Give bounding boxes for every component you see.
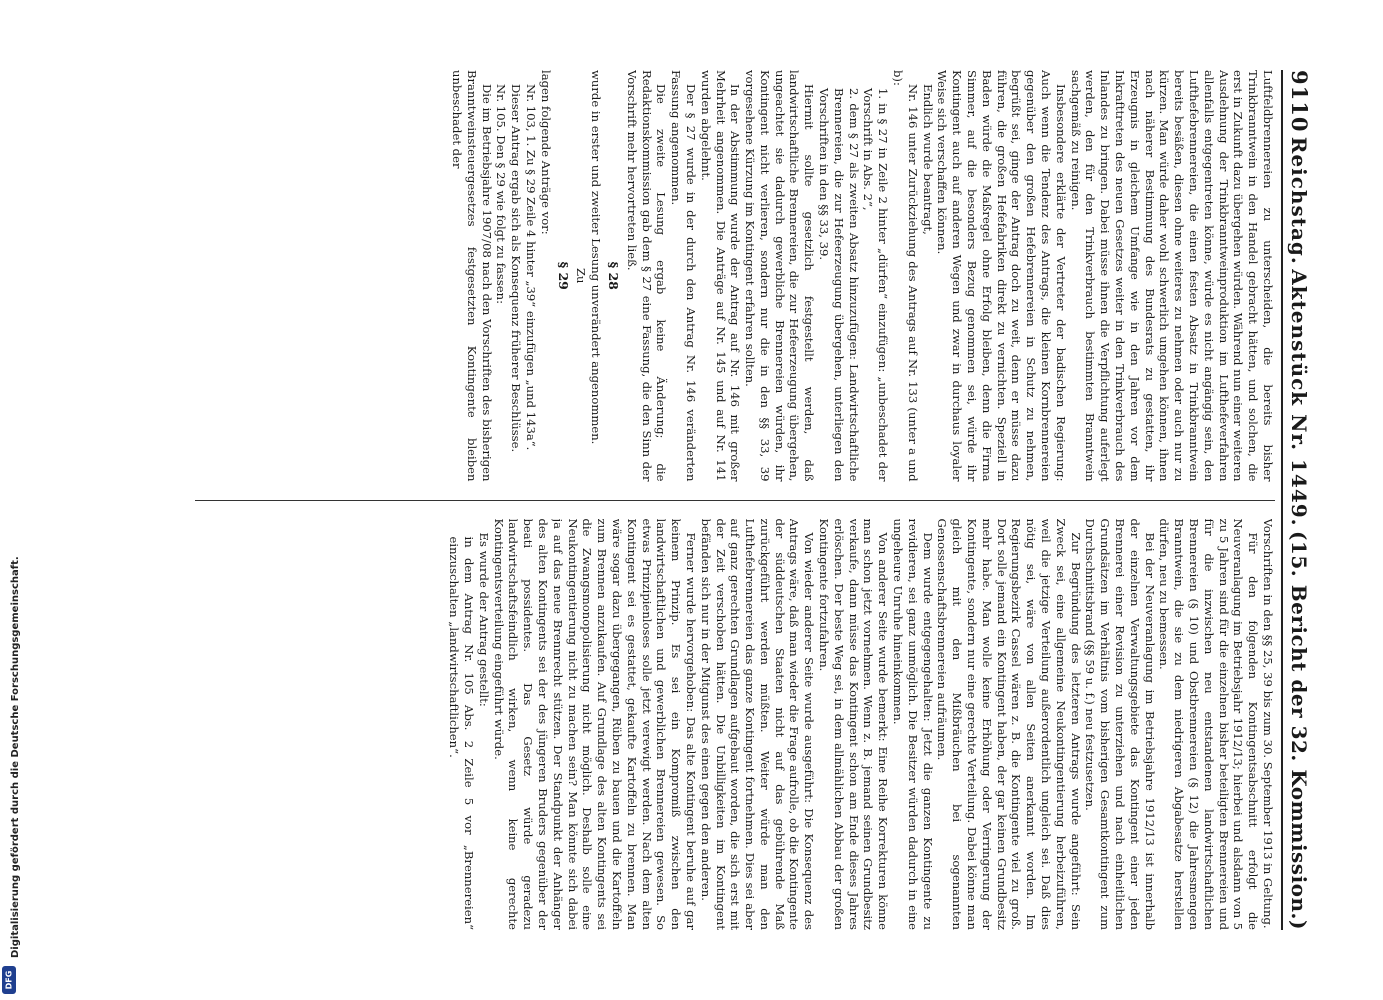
section-heading: § 29 <box>555 261 571 290</box>
paragraph: Zu <box>574 267 589 284</box>
page-number: 9110 <box>1287 70 1312 133</box>
paragraph: Ferner wurde hervorgehoben: Das alte Kontingent beruhe auf gar keinem Prinzip. Es sei ein Kompromiß zwischen den landwirtschaftlichen und gewerblichen Brennereien gewesen. So etwas Prinzipienloses solle jetzt verewigt werden. Nach dem alten Kontingent sei es gestattet, gekaufte Kartoffeln zu brennen. Man wäre sogar dazu übergegangen, Rüben zu bauen und die Kartoffeln zum Brennen anzukaufen. Auf Grundlage des alten Kontingents sei die Zwangsmonopolisierung nicht möglich. Deshalb solle eine Neukontingentierung nicht zu machen sein? Man könnte sich dabei ja auf das neue Brennrecht stützen. Der Standpunkt der Anhänger des alten Kontingents sei der des jüngeren Bruders gegenüber der beati possidentes. Das Gesetz würde geradezu landwirtschaftsfeindlich wirken, wenn keine gerechte Kontingentsverteilung eingeführt würde. <box>491 518 698 930</box>
column-divider <box>195 500 1275 501</box>
paragraph: Vorschriften in den §§ 25, 39 bis zum 30. September 1913 in Geltung. <box>1261 518 1275 929</box>
paragraph: Insbesondere erklärte der Vertreter der badischen Regierung: Auch wenn die Tendenz des Antrags, die kleinen Kornbrennereien gegenüber den großen Hefebrennereien in Schutz zu nehmen, begrüßt sei, ginge der Antrag doch zu weit, denn er müsse dazu führen, die großen Hefefabriken direkt zu vernichten. Speziell in Baden würde die Maßregel ohne Erfolg bleiben, denn die Firma Simmer, auf die besonders Bezug genommen sei, würde ihr Kontingent auch auf anderen Wegen und zwar in durchaus loyaler Weise sich verschaffen können. <box>935 70 1068 482</box>
dfg-logo-text: DFG <box>4 970 14 990</box>
dfg-logo-icon <box>2 966 16 994</box>
text-columns <box>195 70 1275 930</box>
paragraph: lagen folgende Anträge vor: <box>538 70 553 235</box>
paragraph: Nr. 146 unter Zurückziehung des Antrags auf Nr. 133 (unter a und b): <box>891 70 920 482</box>
list-item: 1. in § 27 in Zeile 2 hinter „dürfen“ einzufügen: „unbeschadet der Vorschrift in Abs. 2“, <box>861 88 891 482</box>
paragraph: Nr. 105. Den § 29 wie folgt zu fassen: <box>494 84 509 305</box>
paragraph: Der § 27 wurde in der durch den Antrag Nr. 146 veränderten Fassung angenommen. <box>669 70 698 482</box>
paragraph: In der Abstimmung wurde der Antrag auf Nr. 146 mit großer Mehrheit angenommen. Die Anträge auf Nr. 145 und auf Nr. 141 wurden abgelehnt. <box>698 70 743 482</box>
paragraph: Dieser Antrag ergab sich als Konsequenz früherer Beschlüsse. <box>509 84 524 453</box>
paragraph: Nr. 103, 1. Zu § 29 Zeile 4 hinter „39“ einzufügen „und 143a“. <box>523 84 538 451</box>
paragraph: Hiermit sollte gesetzlich festgestellt werden, daß landwirtschaftliche Brennereien, die zur Hefeerzeugung übergehen, ungeachtet sie dadurch gewerbliche Brennereien würden, ihr Kontingent nicht verlieren, sondern nur die in den §§ 33, 39 vorgesehene Kürzung im Kontingent erfahren sollten. <box>743 70 817 482</box>
paragraph: Für den folgenden Kontingentsabschnitt erfolgt die Neuveranlagung im Betriebsjahr 1912/13; hierbei und alsdann von 5 zu 5 Jahren sind für die einzelnen bisher beteiligten Brennereien und für die inzwischen neu entstandenen landwirtschaftlichen Brennereien (§ 10) und Obstbrennereien (§ 12) die Jahresmengen Branntwein, die sie zu dem niedrigeren Abgabesatze herstellen dürfen, neu zu bemessen. <box>1157 518 1261 930</box>
paragraph: Von wieder anderer Seite wurde ausgeführt: Die Konsequenz des Antrags wäre, daß man wieder die Frage aufrolle, ob die Kontingente der süddeutschen Staaten nicht auf das gebührende Maß zurückgeführt werden müßten. Weiter würde man den Lufthefebrennereien das ganze Kontingent fortnehmen. Dies sei aber auf ganz gerechten Grundlagen aufgebaut worden, die sich erst mit der Zeit verschoben hätten. Die Unbilligkeiten im Kontingent befänden sich nur in der Mitgunst des einen gegen den anderen. <box>698 518 817 930</box>
paragraph: Luftfeldbrennereien zu unterscheiden, die bereits bisher Trinkbranntwein in den Handel gebracht hätten, und solchen, die erst in Zukunft dazu übergehen würden. Während nun einer weiteren Ausdehnung der Trinkbranntweinproduktion im Lufthefeverfahren allenfalls entgegentreten könne, würde es nicht angängig sein, den Lufthefebrennereien, die einen festen Absatz in Trinkbranntwein bereits besäßen, diesen ohne weiteres zu nehmen oder auch nur zu kürzen. Man würde daher wohl schwerlich umgehen können, ihnen nach näherer Bestimmung des Bundesrats zu gestatten, ihr Erzeugnis in gleichem Umfange wie in den Jahren vor dem Inkrafttreten des neuen Gesetzes weiter in den Trinkverbrauch des Inlandes zu bringen. Dabei müsse ihnen die Verpflichtung auferlegt werden, den für den Trinkverbrauch bestimmten Branntwein sachgemäß zu reinigen. <box>1068 70 1275 482</box>
paragraph: Die im Betriebsjahre 1907/08 nach den Vorschriften des bisherigen Branntweinsteuergesetzes festgesetzten Kontingente bleiben unbeschadet der <box>449 70 494 482</box>
scanned-page <box>158 60 1318 940</box>
digitization-notice: Digitalisierung gefördert durch die Deutsche Forschungsgemeinschaft. <box>10 556 21 958</box>
paragraph: wurde in erster und zweiter Lesung unverändert angenommen. <box>589 70 604 445</box>
paragraph: Bei der Neuveranlagung im Betriebsjahre 1912/13 ist innerhalb der einzelnen Verwaltungsgebiete das Kontingent einer jeden Brennerei einer Revision zu unterziehen und nach einheitlichen Grundsätzen im Verhältnis vom bisherigen Gesamtkontingent zum Durchschnittsbrand (§§ 59 u. f.) neu festzusetzen. <box>1083 518 1157 930</box>
header-title: Reichstag. <box>1287 136 1311 265</box>
paragraph: Zur Begründung des letzteren Antrags wurde angeführt: Sein Zweck sei, eine allgemeine Neukontingentierung herbeizuführen, weil die jetzige Verteilung außerordentlich ungleich sei. Daß dies nötig sei, wäre von allen Seiten anerkannt worden. Im Regierungsbezirk Cassel wären z. B. die Kontingente viel zu groß. Dort solle jemand ein Kontingent haben, der gar keinen Grundbesitz mehr habe. Man wolle keine Erhöhung oder Verringerung der Kontingente, sondern nur eine gerechte Verteilung. Dabei könne man gleich mit den Mißbräuchen bei sogenannten Genossenschaftsbrennereien aufräumen. <box>935 518 1083 930</box>
digitization-sidebar <box>0 0 21 1000</box>
page-header <box>1281 70 1312 930</box>
paragraph: in dem Antrag Nr. 105 Abs. 2 Zeile 5 vor „Brennereien“ einzuschalten „landwirtschaftlichen“. <box>447 536 476 930</box>
left-column <box>195 70 1275 482</box>
header-document: Aktenstück Nr. 1449. <box>1287 269 1311 527</box>
right-column <box>195 519 1275 931</box>
paragraph: Endlich wurde beantragt, <box>920 84 935 235</box>
section-heading: § 28 <box>605 261 621 290</box>
paragraph: Die zweite Lesung ergab keine Änderung; die Redaktionskommission gab dem § 27 eine Fassung, die den Sinn der Vorschrift mehr hervortreten ließ. <box>624 70 669 482</box>
list-item: 2. dem § 27 als zweiten Absatz hinzuzufügen: Landwirtschaftliche Brennereien, die zur Hefeerzeugung übergehen, unterliegen den Vorschriften in den §§ 33, 39. <box>817 88 861 482</box>
paragraph: Dem wurde entgegengehalten: Jetzt die ganzen Kontingente zu revidieren, sei ganz unmöglich. Die Besitzer würden dadurch in eine ungeheure Unruhe hineinkommen. <box>891 518 935 930</box>
header-report: (15. Bericht der 32. Kommission.) <box>1287 530 1311 930</box>
paragraph: Von anderer Seite wurde bemerkt: Eine Reihe Korrekturen könne man schon jetzt vornehmen. Wenn z. B. jemand seinen Grundbesitz verkaufe, dann müsse das Kontingent schon am Ende dieses Jahres erlöschen. Der beste Weg sei, in dem allmählichen Abbau der großen Kontingente fortzufahren. <box>817 518 891 930</box>
paragraph: Es wurde der Antrag gestellt: <box>476 532 491 707</box>
